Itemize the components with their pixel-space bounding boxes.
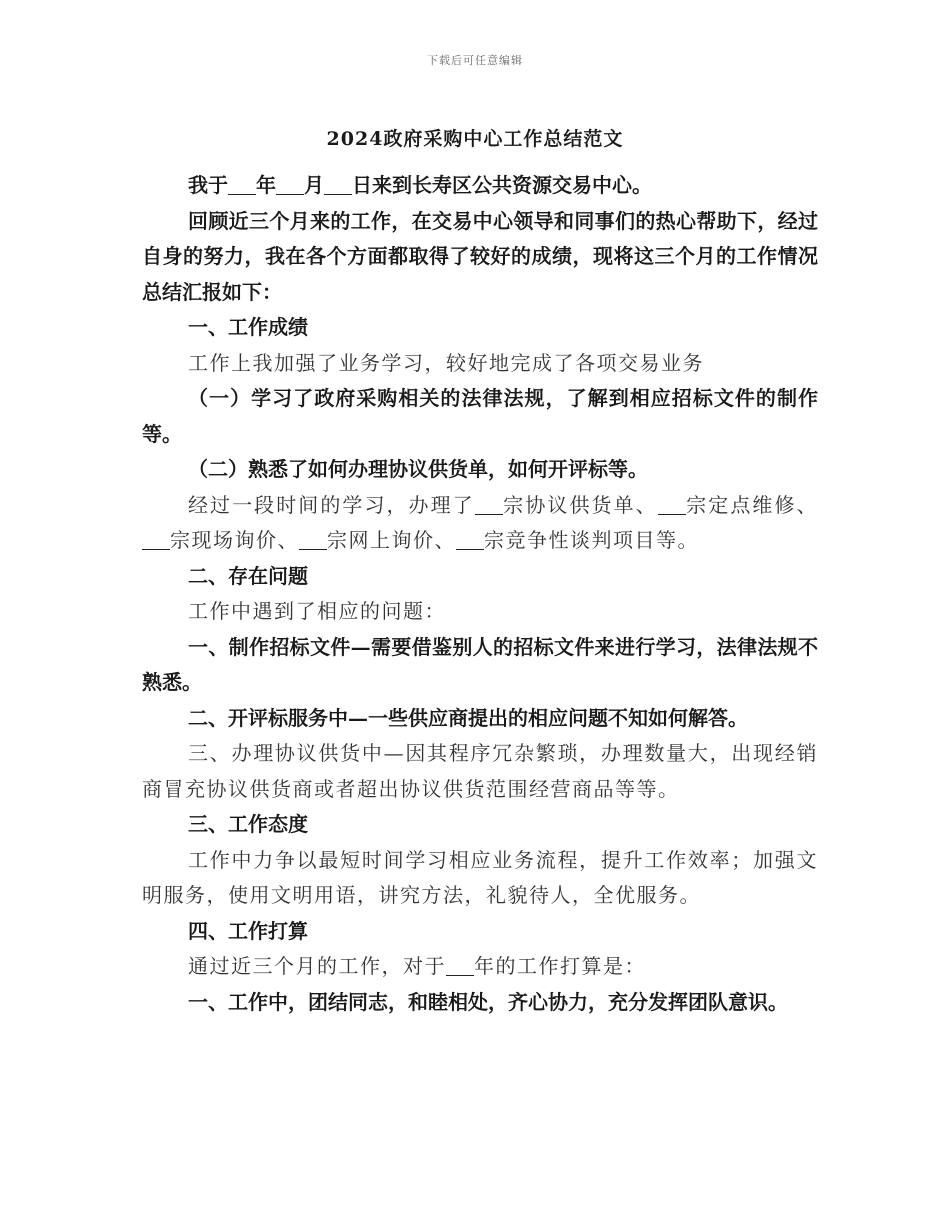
blank-line — [446, 955, 474, 976]
achievement-item-1: （一）学习了政府采购相关的法律法规，了解到相应招标文件的制作等。 — [142, 386, 818, 446]
achievements-paragraph: 工作上我加强了业务学习，较好地完成了各项交易业务 — [188, 350, 704, 375]
document-title: 2024政府采购中心工作总结范文 — [326, 128, 624, 150]
problems-intro: 工作中遇到了相应的问题： — [188, 599, 446, 623]
blank-line — [276, 174, 304, 195]
section-heading-problems: 二、存在问题 — [188, 563, 308, 588]
business-count-paragraph: 经过一段时间的学习，办理了 宗协议供货单、 宗定点维修、宗现场询价、 宗网上询价、 宗竞争性谈判项目等。 — [142, 488, 818, 559]
plan-intro: 通过近三个月的工作，对于 年的工作打算是： — [188, 954, 646, 978]
page-header-note: 下载后可任意编辑 — [427, 54, 523, 67]
blank-line — [456, 529, 484, 550]
section-heading-achievements: 一、工作成绩 — [188, 315, 308, 339]
blank-line — [324, 174, 352, 195]
blank-line — [475, 494, 503, 515]
blank-line — [658, 494, 686, 515]
achievement-item-2: （二）熟悉了如何办理协议供货单，如何开评标等。 — [188, 457, 648, 481]
blank-line — [142, 529, 170, 550]
problem-item-2: 二、开评标服务中—一些供应商提出的相应问题不知如何解答。 — [188, 705, 748, 730]
section-heading-plan: 四、工作打算 — [188, 918, 308, 943]
attitude-paragraph: 工作中力争以最短时间学习相应业务流程，提升工作效率；加强文明服务，使用文明用语，讲究方法，礼貌待人，全优服务。 — [142, 847, 818, 907]
plan-item-1: 一、工作中，团结同志，和睦相处，齐心协力，充分发挥团队意识。 — [188, 989, 788, 1014]
blank-line — [299, 529, 327, 550]
blank-line — [228, 174, 256, 195]
problem-item-1: 一、制作招标文件—需要借鉴别人的招标文件来进行学习，法律法规不熟悉。 — [142, 634, 818, 694]
problem-item-3: 三、办理协议供货中—因其程序冗杂繁琐，办理数量大，出现经销商冒充协议供货商或者超出协议供货范围经营商品等等。 — [142, 741, 818, 801]
review-paragraph: 回顾近三个月来的工作，在交易中心领导和同事们的热心帮助下，经过自身的努力，我在各个方面都取得了较好的成绩，现将这三个月的工作情况总结汇报如下： — [142, 208, 818, 304]
document-body — [142, 168, 818, 1020]
section-heading-attitude: 三、工作态度 — [188, 812, 308, 836]
intro-paragraph: 我于 年 月 日来到长寿区公共资源交易中心。 — [188, 173, 652, 197]
